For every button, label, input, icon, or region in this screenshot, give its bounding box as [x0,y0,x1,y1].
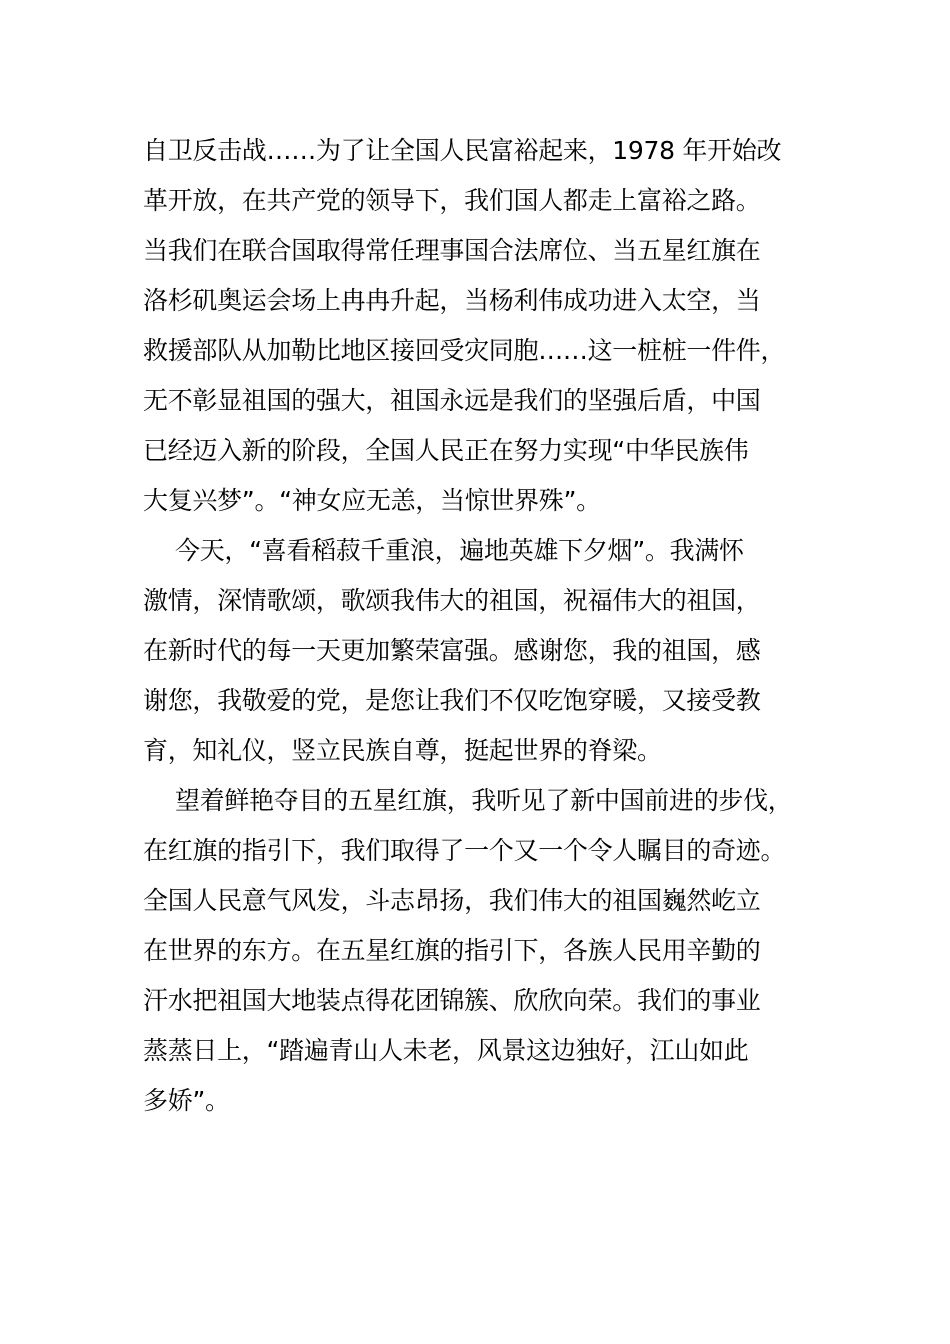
text-line: 已经迈入新的阶段，全国人民正在努力实现“中华民族伟 [143,436,749,465]
text-line: 在新时代的每一天更加繁荣富强。感谢您，我的祖国，感 [143,636,761,665]
paragraph-1 [143,126,823,526]
text-line: 汗水把祖国大地装点得花团锦簇、欣欣向荣。我们的事业 [143,986,761,1015]
text-line: 革开放，在共产党的领导下，我们国人都走上富裕之路。 [143,186,761,215]
text-line: 洛杉矶奥运会场上冉冉升起，当杨利伟成功进入太空，当 [143,286,761,315]
text-line: 大复兴梦”。“神女应无恙，当惊世界殊”。 [143,486,601,515]
paragraph-2 [143,526,823,776]
text-line: 在红旗的指引下，我们取得了一个又一个令人瞩目的奇迹。 [143,836,786,865]
text-line: 在世界的东方。在五星红旗的指引下，各族人民用辛勤的 [143,936,761,965]
text-line: 蒸蒸日上，“踏遍青山人未老，风景这边独好，江山如此 [143,1036,749,1065]
text-line: 今天，“喜看稻菽千重浪，遍地英雄下夕烟”。我满怀 [175,536,744,565]
text-line: 全国人民意气风发，斗志昂扬，我们伟大的祖国巍然屹立 [143,886,761,915]
text-line: 谢您，我敬爱的党，是您让我们不仅吃饱穿暖，又接受教 [143,686,761,715]
document-body [143,126,823,1126]
text-line: 当我们在联合国取得常任理事国合法席位、当五星红旗在 [143,236,761,265]
text-line: 多娇”。 [143,1086,230,1115]
text-line: 望着鲜艳夺目的五星红旗，我听见了新中国前进的步伐， [175,786,793,815]
text-line: 无不彰显祖国的强大，祖国永远是我们的坚强后盾，中国 [143,386,761,415]
paragraph-3 [143,776,823,1126]
text-line: 自卫反击战……为了让全国人民富裕起来，1978 年开始改 [143,136,782,165]
text-line: 激情，深情歌颂，歌颂我伟大的祖国，祝福伟大的祖国， [143,586,761,615]
text-line: 救援部队从加勒比地区接回受灾同胞……这一桩桩一件件， [143,336,786,365]
text-line: 育，知礼仪，竖立民族自尊，挺起世界的脊梁。 [143,736,662,765]
